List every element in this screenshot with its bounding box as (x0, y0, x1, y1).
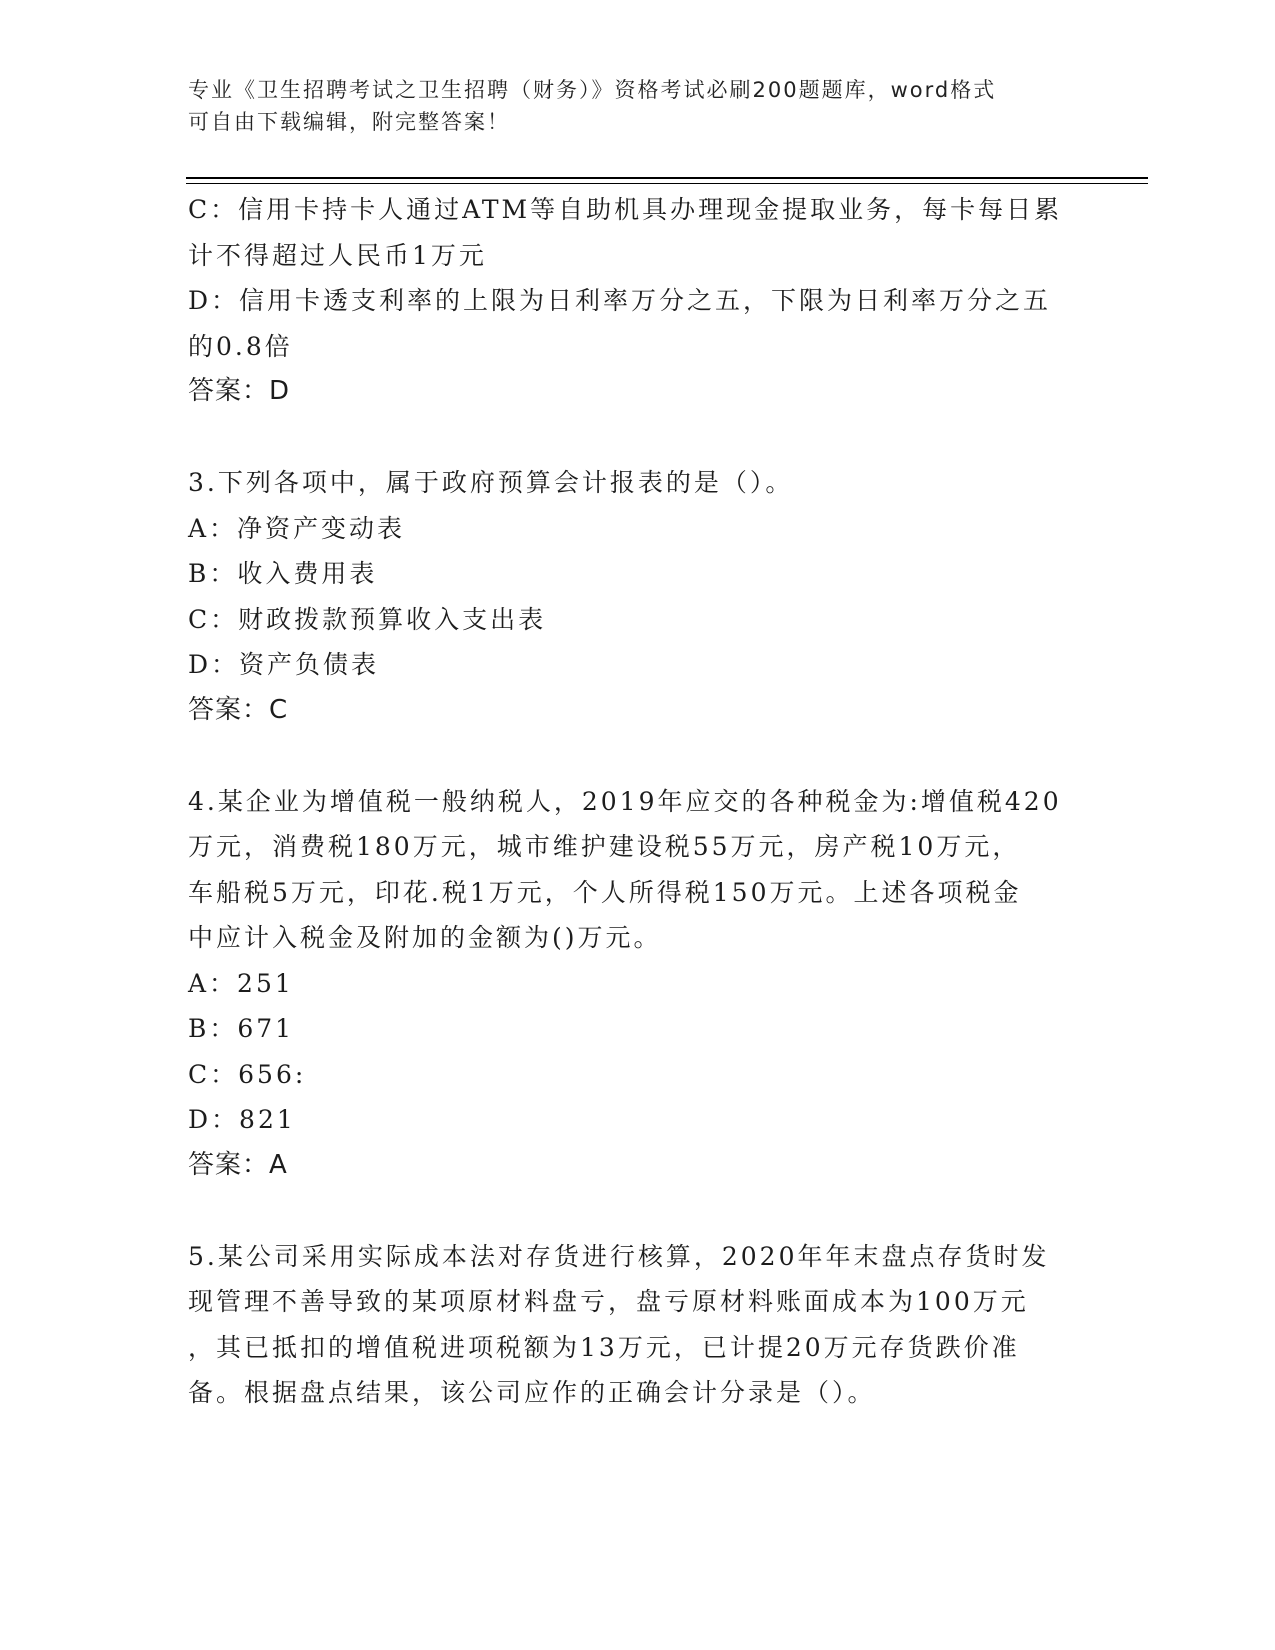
question-stem-line-3: ，其已抵扣的增值税进项税额为13万元，已计提20万元存货跌价准 (188, 1332, 1020, 1362)
option-d: D：821 (188, 1105, 296, 1134)
answer: 答案：D (188, 376, 291, 406)
question-stem: 3.下列各项中，属于政府预算会计报表的是（）。 (188, 468, 794, 497)
question-3 (188, 460, 1078, 733)
option-c: C：财政拨款预算收入支出表 (188, 604, 547, 634)
option-d-continued: 的0.8倍 (188, 331, 293, 361)
answer: 答案：A (188, 1149, 288, 1180)
question-stem-line-1: 5.某公司采用实际成本法对存货进行核算，2020年年末盘点存货时发 (188, 1241, 1050, 1271)
option-c: C：信用卡持卡人通过ATM等自助机具办理现金提取业务，每卡每日累 (188, 195, 1063, 224)
answer: 答案：C (188, 694, 289, 725)
question-4 (188, 779, 1078, 1189)
question-5 (188, 1234, 1078, 1416)
option-c-continued: 计不得超过人民币1万元 (188, 240, 487, 270)
question-stem-line-2: 万元，消费税180万元，城市维护建设税55万元，房产税10万元， (188, 832, 1021, 861)
spacer (188, 1188, 1078, 1234)
question-stem-line-3: 车船税5万元，印花.税1万元，个人所得税150万元。上述各项税金 (188, 877, 1022, 907)
question-stem-line-2: 现管理不善导致的某项原材料盘亏，盘亏原材料账面成本为100万元 (188, 1287, 1029, 1316)
option-b: B：收入费用表 (188, 559, 378, 588)
option-c: C：656: (188, 1059, 307, 1089)
option-a: A：净资产变动表 (188, 513, 406, 543)
page-header (188, 74, 1068, 138)
header-title-line-1: 专业《卫生招聘考试之卫生招聘（财务）》资格考试必刷200题题库，word格式 (188, 78, 997, 102)
option-b: B：671 (188, 1014, 295, 1043)
header-title-line-2: 可自由下载编辑，附完整答案！ (188, 110, 510, 134)
option-a: A：251 (188, 968, 294, 998)
document-body (188, 187, 1078, 1416)
question-stem-line-4: 中应计入税金及附加的金额为()万元。 (188, 923, 662, 952)
header-divider-thin (186, 183, 1148, 184)
option-d: D：资产负债表 (188, 650, 380, 679)
option-d: D：信用卡透支利率的上限为日利率万分之五，下限为日利率万分之五 (188, 286, 1052, 315)
spacer (188, 733, 1078, 779)
header-divider-thick (186, 177, 1148, 179)
question-stem-line-4: 备。根据盘点结果，该公司应作的正确会计分录是（）。 (188, 1378, 876, 1407)
question-2-tail (188, 187, 1078, 415)
spacer (188, 415, 1078, 461)
question-stem-line-1: 4.某企业为增值税一般纳税人，2019年应交的各种税金为:增值税420 (188, 786, 1062, 816)
